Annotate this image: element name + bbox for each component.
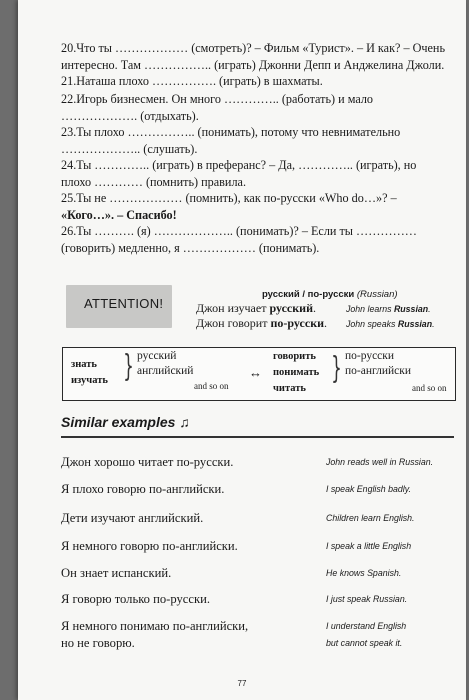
exercise-line: интересно. Там …………….. (играть) Джонни Депп и Анджелина Джоли. (61, 57, 445, 72)
example-keyword: по-русски (270, 316, 325, 330)
exercise-line: (говорить) медленно, я ……………… (понимать). (61, 240, 320, 255)
example-keyword: Russian (393, 304, 429, 314)
verb-chitat: читать (273, 383, 306, 394)
word-russkiy: русский (137, 350, 177, 362)
example-punct: . (324, 316, 328, 330)
example-ru: Он знает испанский. (61, 566, 172, 580)
right-brace-icon: } (331, 351, 342, 386)
example-text: John learns (346, 304, 394, 314)
exercise-line: 23.Ты плохо …………….. (понимать), потому что невнимательно (61, 125, 401, 139)
exercise-line: 25.Ты не ……………… (помнить), как по-русски «Who do…»? – (61, 191, 397, 205)
exercise-22 (61, 91, 441, 124)
attention-example-en (346, 304, 431, 314)
exercise-25 (61, 190, 441, 223)
attention-example-ru (196, 316, 327, 331)
example-text: Джон говорит (196, 316, 271, 330)
equivalence-arrow-icon: ↔ (249, 365, 262, 380)
verb-izuchat: изучать (71, 375, 108, 386)
example-text: John speaks (346, 319, 398, 329)
example-ru: Дети изучают английский. (61, 511, 204, 525)
example-ru: Я плохо говорю по-английски. (61, 482, 225, 496)
example-punct: . (428, 304, 431, 314)
example-punct: . (313, 301, 316, 315)
example-ru: Я немного понимаю по-английски, (61, 619, 249, 633)
example-ru: Я немного говорю по-английски. (61, 539, 238, 553)
attention-example-ru (196, 301, 316, 316)
section-divider (61, 436, 454, 438)
example-en: but cannot speak it. (326, 638, 403, 648)
exercise-21 (61, 73, 441, 90)
attention-header (262, 289, 398, 300)
exercise-24 (61, 157, 441, 190)
exercise-line: ……………….. (слушать). (61, 141, 198, 156)
book-page (18, 0, 466, 700)
attention-example-en (346, 319, 435, 329)
attention-title: ATTENTION! (84, 296, 164, 311)
example-en: I speak English badly. (326, 484, 411, 494)
word-po-russki: по-русски (345, 350, 395, 362)
similar-examples-title: Similar examples ♫ (61, 414, 190, 430)
example-en: I just speak Russian. (326, 594, 408, 604)
example-en: I speak a little English (326, 541, 412, 551)
exercise-20 (61, 40, 446, 73)
grammar-table (62, 347, 456, 401)
verb-znat: знать (71, 359, 97, 370)
exercise-line: ………………. (отдыхать). (61, 108, 199, 123)
exercise-line: 20.Что ты ……………… (смотреть)? – Фильм «Турист». – И как? – Очень (61, 41, 446, 55)
exercise-line: плохо ………… (помнить) правила. (61, 174, 246, 189)
exercise-line: «Кого…». – Спасибо! (61, 207, 177, 222)
attention-header-translation: (Russian) (356, 289, 398, 300)
verb-govorit: говорить (273, 351, 316, 362)
exercise-23 (61, 124, 441, 157)
example-en: John reads well in Russian. (326, 457, 434, 467)
example-keyword: русский (269, 301, 313, 315)
word-angliyskiy: английский (137, 365, 194, 377)
left-brace-icon: } (123, 349, 134, 384)
example-en: Children learn English. (326, 513, 415, 523)
right-and-so-on: and so on (412, 383, 447, 393)
example-punct: . (432, 319, 435, 329)
example-ru: Я говорю только по-русски. (61, 592, 210, 606)
example-keyword: Russian (397, 319, 433, 329)
example-ru: но не говорю. (61, 636, 135, 650)
exercise-line: 21.Наташа плохо ……………. (играть) в шахматы. (61, 74, 323, 88)
example-text: Джон изучает (196, 301, 270, 315)
example-en: He knows Spanish. (326, 568, 402, 578)
word-po-angliyski: по-английски (345, 365, 412, 377)
exercise-line: 26.Ты ………. (я) ……………….. (понимать)? – Если ты …………… (61, 224, 417, 238)
verb-ponimat: понимать (273, 367, 320, 378)
exercise-line: 24.Ты ………….. (играть) в преферанс? – Да, ………….. (играть), но (61, 158, 417, 172)
attention-header-words: русский / по-русски (262, 289, 355, 300)
example-en: I understand English (326, 621, 407, 631)
example-ru: Джон хорошо читает по-русски. (61, 455, 234, 469)
page-number: 77 (237, 679, 247, 688)
exercise-line: 22.Игорь бизнесмен. Он много ………….. (работать) и мало (61, 92, 374, 106)
left-and-so-on: and so on (194, 381, 229, 391)
exercise-26 (61, 223, 441, 256)
